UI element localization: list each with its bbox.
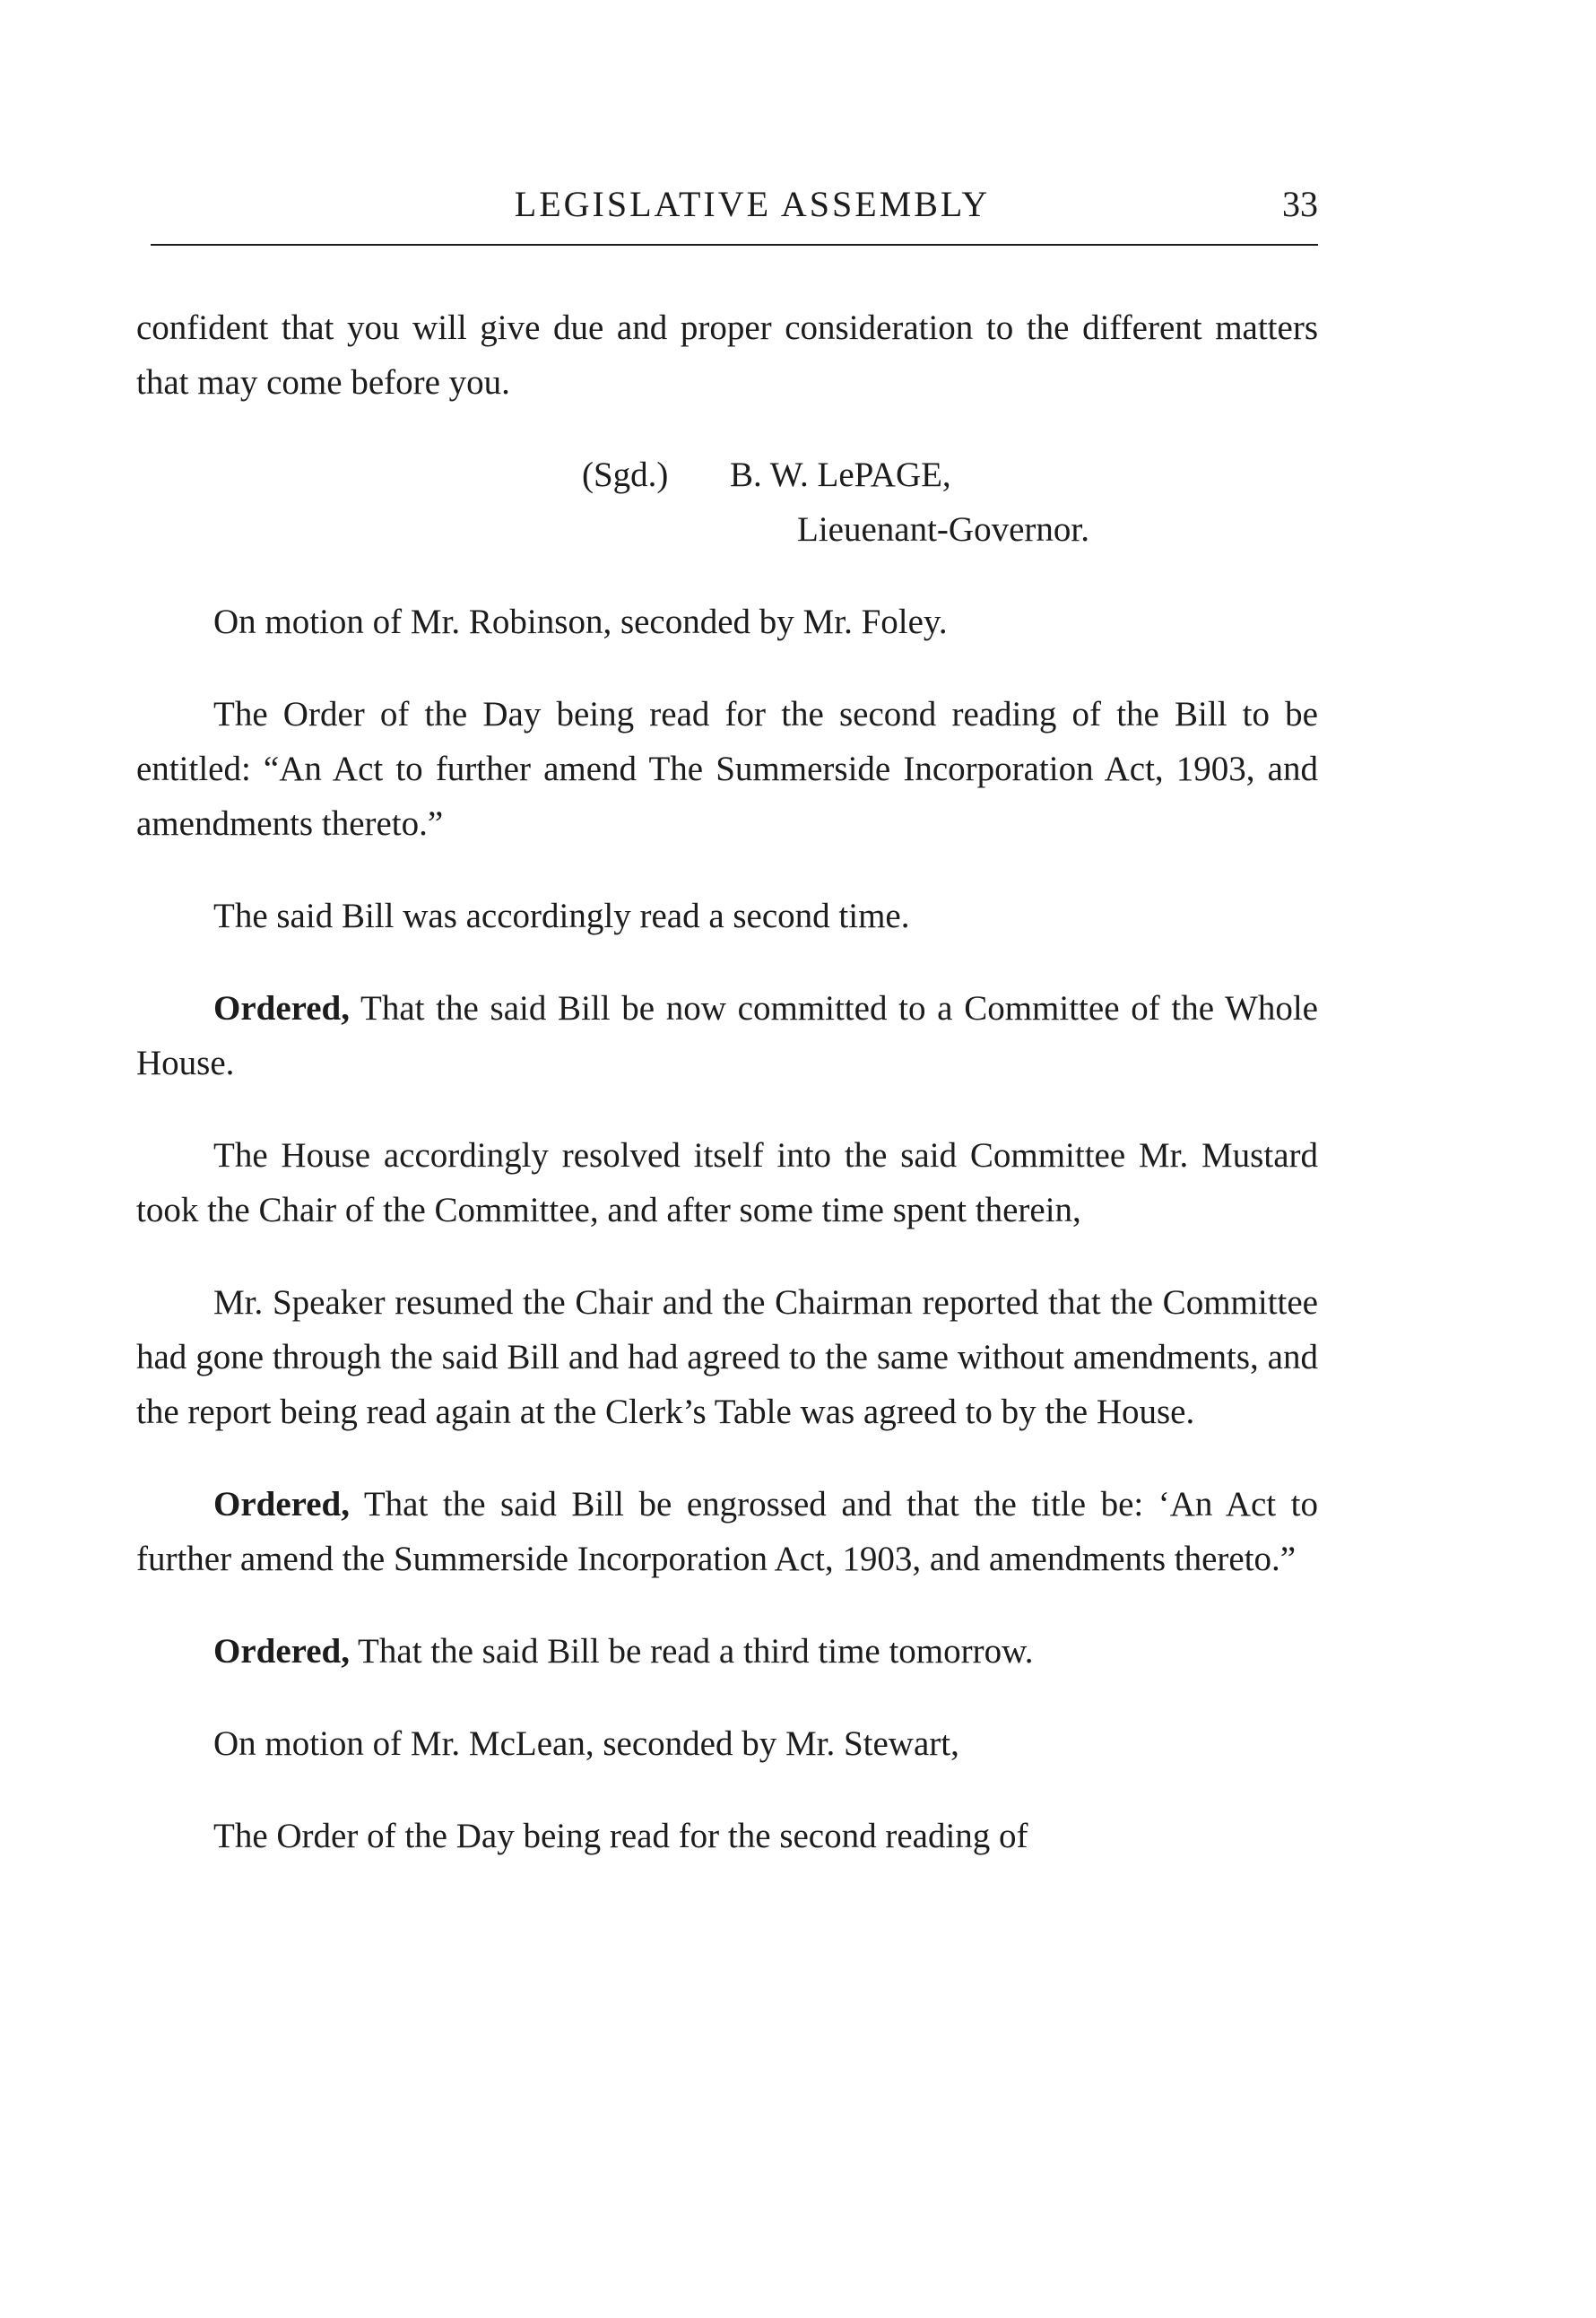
ordered-text: That the said Bill be engrossed and that the title be: ‘An Act to further amend the Summerside Incorporation Act, 1903, and amendments thereto.” xyxy=(136,1485,1318,1578)
paragraph-motion-2: On motion of Mr. McLean, seconded by Mr. Stewart, xyxy=(213,1724,959,1763)
paragraph-order-of-day-2: The Order of the Day being read for the second reading of xyxy=(213,1817,1028,1855)
paragraph-second-reading: The said Bill was accordingly read a second time. xyxy=(213,897,910,935)
header-title: LEGISLATIVE ASSEMBLY xyxy=(514,184,991,224)
paragraph-ordered-engrossed xyxy=(136,1477,1318,1586)
paragraph-ordered-third-reading xyxy=(136,1624,1318,1679)
ordered-lead: Ordered, xyxy=(213,1632,351,1671)
paragraph-order-of-day: The Order of the Day being read for the second reading of the Bill to be entitled: “An Act to further amend The Summerside Incorporation Act, 1903, and amendments thereto.” xyxy=(136,695,1318,843)
signature-label: (Sgd.) xyxy=(582,456,669,494)
ordered-lead: Ordered, xyxy=(213,989,351,1028)
paragraph-speaker-report: Mr. Speaker resumed the Chair and the Chairman reported that the Committee had gone through the said Bill and had agreed to the same without amendments, and the report being read again at the Clerk’s Table was agreed to by the House. xyxy=(136,1283,1318,1431)
body-text xyxy=(136,300,1318,1901)
running-header xyxy=(151,179,1318,230)
signature-block xyxy=(136,447,1318,557)
paragraph-continuation: confident that you will give due and proper consideration to the different matters that may come before you. xyxy=(136,308,1318,402)
ordered-text: That the said Bill be now committed to a Committee of the Whole House. xyxy=(136,989,1318,1082)
page-number: 33 xyxy=(1282,184,1318,224)
header-rule xyxy=(151,244,1318,246)
ordered-text: That the said Bill be read a third time tomorrow. xyxy=(350,1632,1034,1671)
ordered-lead: Ordered, xyxy=(213,1485,351,1524)
paragraph-motion: On motion of Mr. Robinson, seconded by Mr. Foley. xyxy=(213,603,948,641)
signature-name: B. W. LePAGE, xyxy=(730,456,951,494)
paragraph-ordered-committed xyxy=(136,981,1318,1090)
signature-title: Lieuenant-Governor. xyxy=(797,510,1089,549)
paragraph-committee: The House accordingly resolved itself into the said Committee Mr. Mustard took the Chair of the Committee, and after some time spent therein, xyxy=(136,1136,1318,1229)
